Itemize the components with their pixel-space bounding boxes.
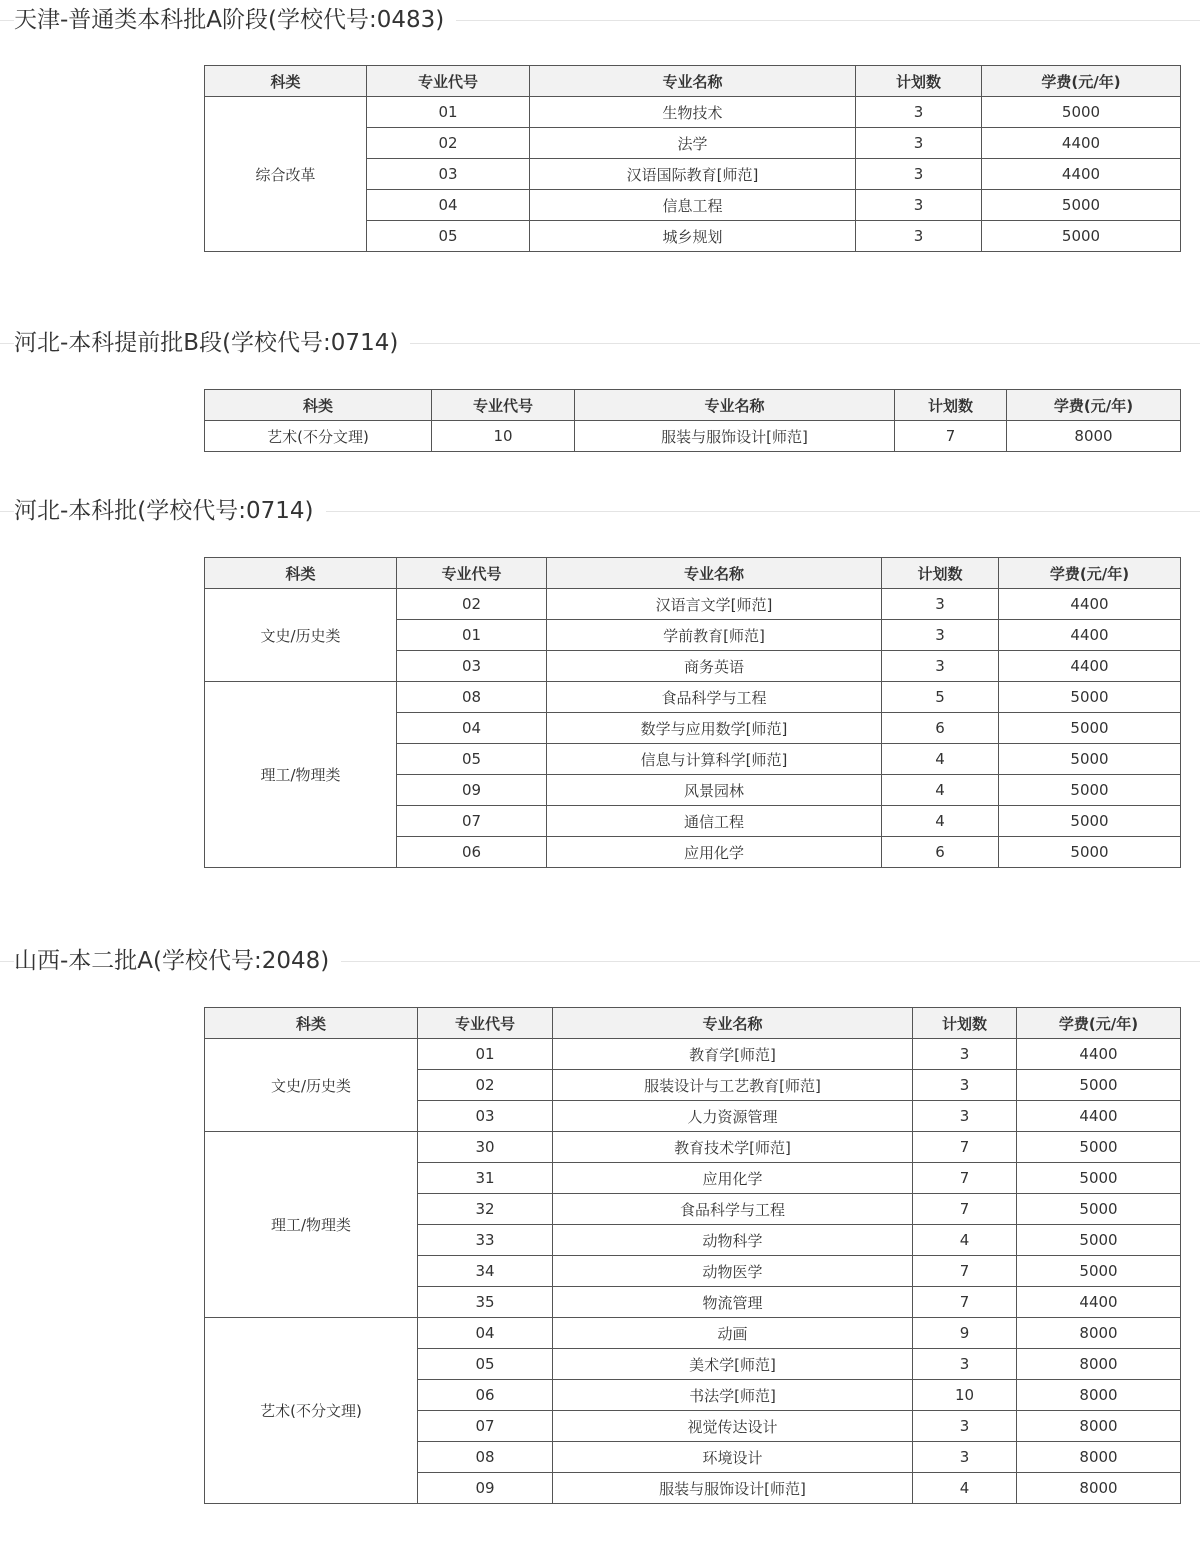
category-cell: 文史/历史类: [205, 1039, 418, 1132]
major-name-cell: 服装与服饰设计[师范]: [575, 421, 895, 452]
header-tuition: 学费(元/年): [1007, 390, 1181, 421]
header-category: 科类: [205, 390, 432, 421]
tuition-cell: 4400: [1017, 1039, 1181, 1070]
tuition-cell: 5000: [982, 97, 1181, 128]
tuition-cell: 4400: [982, 159, 1181, 190]
major-name-cell: 服装与服饰设计[师范]: [553, 1473, 913, 1504]
tuition-cell: 8000: [1017, 1411, 1181, 1442]
tuition-cell: 5000: [1017, 1256, 1181, 1287]
major-name-cell: 学前教育[师范]: [547, 620, 882, 651]
tuition-cell: 8000: [1017, 1473, 1181, 1504]
tuition-cell: 8000: [1017, 1349, 1181, 1380]
major-name-cell: 服装设计与工艺教育[师范]: [553, 1070, 913, 1101]
category-cell: 艺术(不分文理): [205, 1318, 418, 1504]
header-major-name: 专业名称: [530, 66, 856, 97]
major-code-cell: 02: [397, 589, 547, 620]
major-name-cell: 美术学[师范]: [553, 1349, 913, 1380]
plan-count-cell: 3: [913, 1070, 1017, 1101]
major-code-cell: 10: [432, 421, 575, 452]
major-name-cell: 风景园林: [547, 775, 882, 806]
major-name-cell: 信息工程: [530, 190, 856, 221]
major-name-cell: 通信工程: [547, 806, 882, 837]
tuition-cell: 4400: [999, 651, 1181, 682]
section-title-text: 山西-本二批A(学校代号:2048): [14, 945, 341, 977]
major-name-cell: 信息与计算科学[师范]: [547, 744, 882, 775]
major-code-cell: 06: [397, 837, 547, 868]
table-row: [205, 1318, 1181, 1349]
major-name-cell: 动画: [553, 1318, 913, 1349]
section-title-text: 河北-本科批(学校代号:0714): [14, 495, 326, 527]
header-plan-count: 计划数: [882, 558, 999, 589]
major-code-cell: 04: [397, 713, 547, 744]
plan-count-cell: 3: [913, 1101, 1017, 1132]
plan-count-cell: 4: [882, 806, 999, 837]
table-row: [205, 1132, 1181, 1163]
plan-table-hebei-early: [204, 389, 1181, 452]
tuition-cell: 5000: [999, 744, 1181, 775]
section-title-shanxi: [0, 945, 1200, 977]
major-name-cell: 动物医学: [553, 1256, 913, 1287]
plan-count-cell: 6: [882, 837, 999, 868]
tuition-cell: 8000: [1017, 1380, 1181, 1411]
tuition-cell: 4400: [999, 589, 1181, 620]
plan-count-cell: 5: [882, 682, 999, 713]
major-code-cell: 01: [367, 97, 530, 128]
plan-count-cell: 3: [856, 190, 982, 221]
plan-count-cell: 7: [913, 1194, 1017, 1225]
major-code-cell: 34: [418, 1256, 553, 1287]
plan-table-tianjin: [204, 65, 1181, 252]
plan-count-cell: 4: [913, 1473, 1017, 1504]
header-tuition: 学费(元/年): [982, 66, 1181, 97]
header-major-name: 专业名称: [575, 390, 895, 421]
plan-count-cell: 3: [913, 1349, 1017, 1380]
major-name-cell: 城乡规划: [530, 221, 856, 252]
major-name-cell: 教育技术学[师范]: [553, 1132, 913, 1163]
major-code-cell: 09: [418, 1473, 553, 1504]
major-name-cell: 环境设计: [553, 1442, 913, 1473]
header-major-code: 专业代号: [418, 1008, 553, 1039]
plan-count-cell: 3: [882, 651, 999, 682]
major-code-cell: 02: [367, 128, 530, 159]
plan-count-cell: 3: [856, 159, 982, 190]
table-row: [205, 97, 1181, 128]
major-code-cell: 30: [418, 1132, 553, 1163]
major-name-cell: 教育学[师范]: [553, 1039, 913, 1070]
plan-count-cell: 7: [913, 1256, 1017, 1287]
category-cell: 艺术(不分文理): [205, 421, 432, 452]
major-code-cell: 31: [418, 1163, 553, 1194]
major-code-cell: 05: [397, 744, 547, 775]
major-code-cell: 05: [418, 1349, 553, 1380]
plan-count-cell: 3: [913, 1039, 1017, 1070]
plan-count-cell: 10: [913, 1380, 1017, 1411]
section-title-text: 河北-本科提前批B段(学校代号:0714): [14, 327, 410, 359]
plan-count-cell: 7: [895, 421, 1007, 452]
plan-count-cell: 6: [882, 713, 999, 744]
major-code-cell: 03: [397, 651, 547, 682]
header-tuition: 学费(元/年): [1017, 1008, 1181, 1039]
major-code-cell: 09: [397, 775, 547, 806]
plan-count-cell: 3: [913, 1442, 1017, 1473]
tuition-cell: 5000: [999, 775, 1181, 806]
major-name-cell: 汉语言文学[师范]: [547, 589, 882, 620]
major-name-cell: 动物科学: [553, 1225, 913, 1256]
category-cell: 理工/物理类: [205, 682, 397, 868]
header-category: 科类: [205, 1008, 418, 1039]
major-name-cell: 人力资源管理: [553, 1101, 913, 1132]
tuition-cell: 5000: [999, 806, 1181, 837]
table-row: [205, 421, 1181, 452]
category-cell: 文史/历史类: [205, 589, 397, 682]
major-code-cell: 33: [418, 1225, 553, 1256]
major-code-cell: 07: [418, 1411, 553, 1442]
tuition-cell: 8000: [1007, 421, 1181, 452]
table-header-row: [205, 66, 1181, 97]
major-code-cell: 01: [397, 620, 547, 651]
major-code-cell: 35: [418, 1287, 553, 1318]
plan-count-cell: 9: [913, 1318, 1017, 1349]
major-name-cell: 数学与应用数学[师范]: [547, 713, 882, 744]
header-major-name: 专业名称: [547, 558, 882, 589]
tuition-cell: 5000: [1017, 1194, 1181, 1225]
tuition-cell: 8000: [1017, 1318, 1181, 1349]
plan-table-hebei-regular: [204, 557, 1181, 868]
header-plan-count: 计划数: [895, 390, 1007, 421]
plan-count-cell: 7: [913, 1132, 1017, 1163]
major-code-cell: 01: [418, 1039, 553, 1070]
major-code-cell: 06: [418, 1380, 553, 1411]
major-name-cell: 商务英语: [547, 651, 882, 682]
table-row: [205, 682, 1181, 713]
category-cell: 综合改革: [205, 97, 367, 252]
major-name-cell: 应用化学: [553, 1163, 913, 1194]
plan-count-cell: 4: [882, 775, 999, 806]
major-name-cell: 食品科学与工程: [547, 682, 882, 713]
major-name-cell: 法学: [530, 128, 856, 159]
major-code-cell: 32: [418, 1194, 553, 1225]
plan-count-cell: 3: [856, 128, 982, 159]
tuition-cell: 4400: [1017, 1101, 1181, 1132]
plan-count-cell: 7: [913, 1287, 1017, 1318]
plan-count-cell: 3: [882, 589, 999, 620]
tuition-cell: 8000: [1017, 1442, 1181, 1473]
tuition-cell: 5000: [1017, 1225, 1181, 1256]
major-code-cell: 08: [418, 1442, 553, 1473]
table-header-row: [205, 390, 1181, 421]
major-code-cell: 04: [418, 1318, 553, 1349]
plan-count-cell: 4: [913, 1225, 1017, 1256]
plan-count-cell: 3: [913, 1411, 1017, 1442]
plan-count-cell: 7: [913, 1163, 1017, 1194]
major-code-cell: 05: [367, 221, 530, 252]
header-major-code: 专业代号: [432, 390, 575, 421]
table-header-row: [205, 558, 1181, 589]
plan-table-shanxi: [204, 1007, 1181, 1504]
section-title-hebei-early: [0, 327, 1200, 359]
plan-count-cell: 4: [882, 744, 999, 775]
tuition-cell: 5000: [982, 221, 1181, 252]
tuition-cell: 5000: [1017, 1163, 1181, 1194]
header-category: 科类: [205, 66, 367, 97]
plan-count-cell: 3: [856, 221, 982, 252]
table-header-row: [205, 1008, 1181, 1039]
major-name-cell: 书法学[师范]: [553, 1380, 913, 1411]
tuition-cell: 5000: [982, 190, 1181, 221]
table-row: [205, 1039, 1181, 1070]
major-name-cell: 应用化学: [547, 837, 882, 868]
tuition-cell: 5000: [999, 713, 1181, 744]
tuition-cell: 4400: [1017, 1287, 1181, 1318]
major-code-cell: 08: [397, 682, 547, 713]
tuition-cell: 5000: [1017, 1132, 1181, 1163]
major-code-cell: 03: [418, 1101, 553, 1132]
header-category: 科类: [205, 558, 397, 589]
tuition-cell: 4400: [982, 128, 1181, 159]
major-code-cell: 02: [418, 1070, 553, 1101]
section-title-hebei-regular: [0, 495, 1200, 527]
table-row: [205, 589, 1181, 620]
major-code-cell: 04: [367, 190, 530, 221]
tuition-cell: 5000: [999, 837, 1181, 868]
major-name-cell: 食品科学与工程: [553, 1194, 913, 1225]
major-code-cell: 07: [397, 806, 547, 837]
tuition-cell: 5000: [1017, 1070, 1181, 1101]
category-cell: 理工/物理类: [205, 1132, 418, 1318]
section-title-text: 天津-普通类本科批A阶段(学校代号:0483): [14, 4, 456, 36]
header-plan-count: 计划数: [913, 1008, 1017, 1039]
header-major-name: 专业名称: [553, 1008, 913, 1039]
header-tuition: 学费(元/年): [999, 558, 1181, 589]
tuition-cell: 4400: [999, 620, 1181, 651]
section-title-tianjin: [0, 4, 1200, 36]
plan-count-cell: 3: [882, 620, 999, 651]
header-major-code: 专业代号: [367, 66, 530, 97]
major-name-cell: 物流管理: [553, 1287, 913, 1318]
major-name-cell: 生物技术: [530, 97, 856, 128]
tuition-cell: 5000: [999, 682, 1181, 713]
major-code-cell: 03: [367, 159, 530, 190]
major-name-cell: 汉语国际教育[师范]: [530, 159, 856, 190]
plan-count-cell: 3: [856, 97, 982, 128]
major-name-cell: 视觉传达设计: [553, 1411, 913, 1442]
header-major-code: 专业代号: [397, 558, 547, 589]
header-plan-count: 计划数: [856, 66, 982, 97]
